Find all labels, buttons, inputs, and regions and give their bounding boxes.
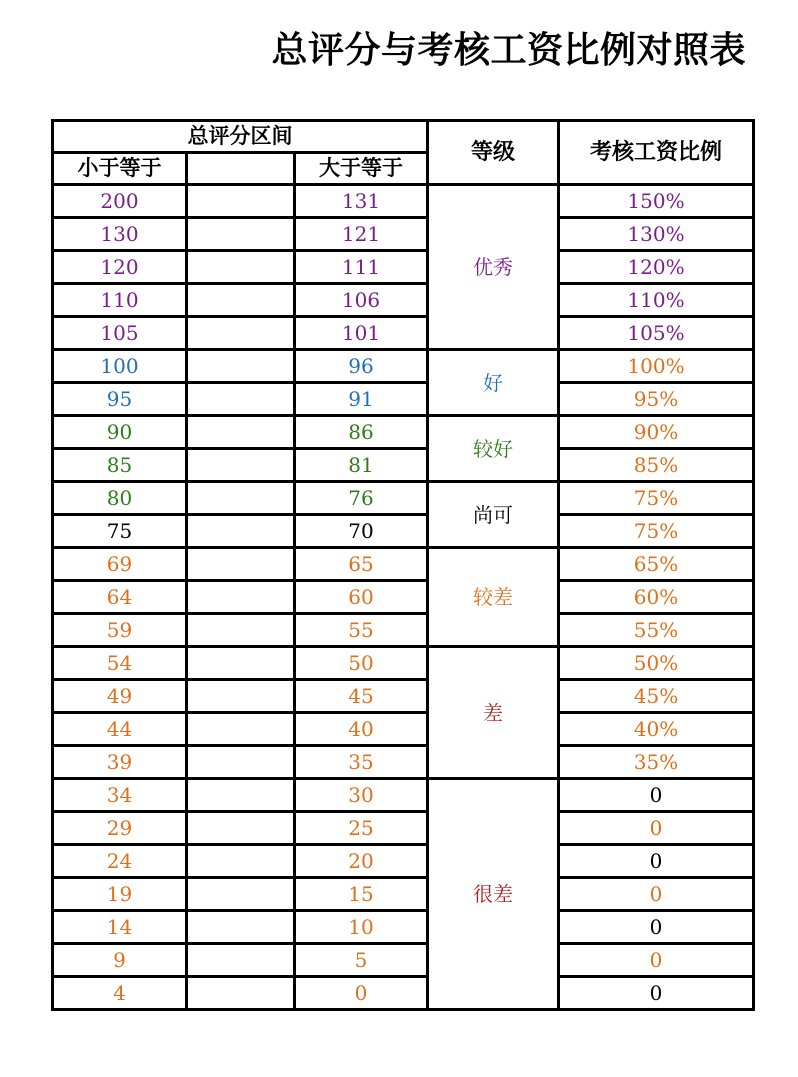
le-header: 小于等于 <box>53 153 187 185</box>
blank-cell <box>187 977 295 1010</box>
score-le-cell: 4 <box>53 977 187 1010</box>
ratio-cell: 130% <box>559 218 754 251</box>
score-ge-cell: 25 <box>295 812 428 845</box>
grade-cell: 好 <box>428 350 559 416</box>
blank-cell <box>187 449 295 482</box>
table-row <box>53 515 754 548</box>
score-le-cell: 75 <box>53 515 187 548</box>
score-le-cell: 110 <box>53 284 187 317</box>
ratio-cell: 0 <box>559 977 754 1010</box>
score-ge-cell: 65 <box>295 548 428 581</box>
blank-header-cell <box>187 153 295 185</box>
blank-cell <box>187 911 295 944</box>
ratio-cell: 0 <box>559 779 754 812</box>
ratio-cell: 0 <box>559 845 754 878</box>
score-le-cell: 120 <box>53 251 187 284</box>
score-le-cell: 64 <box>53 581 187 614</box>
table-row <box>53 977 754 1010</box>
score-le-cell: 69 <box>53 548 187 581</box>
score-ge-cell: 20 <box>295 845 428 878</box>
blank-cell <box>187 713 295 746</box>
ratio-cell: 55% <box>559 614 754 647</box>
table-row <box>53 218 754 251</box>
score-le-cell: 80 <box>53 482 187 515</box>
grade-cell: 优秀 <box>428 185 559 350</box>
score-le-cell: 85 <box>53 449 187 482</box>
ratio-cell: 0 <box>559 911 754 944</box>
score-le-cell: 9 <box>53 944 187 977</box>
blank-cell <box>187 944 295 977</box>
table-row <box>53 944 754 977</box>
score-le-cell: 14 <box>53 911 187 944</box>
blank-cell <box>187 383 295 416</box>
ratio-cell: 85% <box>559 449 754 482</box>
table-row <box>53 416 754 449</box>
table-row <box>53 317 754 350</box>
grade-header: 等级 <box>428 121 559 185</box>
score-le-cell: 24 <box>53 845 187 878</box>
blank-cell <box>187 680 295 713</box>
score-ge-cell: 101 <box>295 317 428 350</box>
blank-cell <box>187 416 295 449</box>
blank-cell <box>187 647 295 680</box>
grade-cell: 差 <box>428 647 559 779</box>
table-row <box>53 251 754 284</box>
score-le-cell: 130 <box>53 218 187 251</box>
table-row <box>53 647 754 680</box>
table-row <box>53 614 754 647</box>
table-row <box>53 779 754 812</box>
score-ge-cell: 5 <box>295 944 428 977</box>
blank-cell <box>187 251 295 284</box>
page-title: 总评分与考核工资比例对照表 <box>271 30 746 71</box>
table-row <box>53 845 754 878</box>
table-row <box>53 350 754 383</box>
table-row <box>53 713 754 746</box>
score-ge-cell: 40 <box>295 713 428 746</box>
score-ge-cell: 45 <box>295 680 428 713</box>
blank-cell <box>187 845 295 878</box>
score-le-cell: 49 <box>53 680 187 713</box>
score-ge-cell: 60 <box>295 581 428 614</box>
ratio-cell: 75% <box>559 482 754 515</box>
blank-cell <box>187 779 295 812</box>
table-row <box>53 878 754 911</box>
table-row <box>53 185 754 218</box>
ratio-cell: 45% <box>559 680 754 713</box>
score-le-cell: 39 <box>53 746 187 779</box>
score-ge-cell: 106 <box>295 284 428 317</box>
score-ge-cell: 50 <box>295 647 428 680</box>
blank-cell <box>187 185 295 218</box>
table-row <box>53 284 754 317</box>
blank-cell <box>187 581 295 614</box>
score-le-cell: 29 <box>53 812 187 845</box>
score-ge-cell: 70 <box>295 515 428 548</box>
table-row <box>53 383 754 416</box>
score-le-cell: 19 <box>53 878 187 911</box>
grade-cell: 较好 <box>428 416 559 482</box>
blank-cell <box>187 812 295 845</box>
ratio-cell: 105% <box>559 317 754 350</box>
table-row <box>53 746 754 779</box>
blank-cell <box>187 746 295 779</box>
ratio-cell: 95% <box>559 383 754 416</box>
ratio-cell: 0 <box>559 944 754 977</box>
score-ge-cell: 15 <box>295 878 428 911</box>
ratio-cell: 100% <box>559 350 754 383</box>
ratio-cell: 0 <box>559 878 754 911</box>
ge-header: 大于等于 <box>295 153 428 185</box>
score-ge-cell: 55 <box>295 614 428 647</box>
table-row <box>53 482 754 515</box>
table-row <box>53 548 754 581</box>
ratio-cell: 35% <box>559 746 754 779</box>
blank-cell <box>187 482 295 515</box>
blank-cell <box>187 548 295 581</box>
score-ge-cell: 35 <box>295 746 428 779</box>
score-ge-cell: 121 <box>295 218 428 251</box>
ratio-cell: 75% <box>559 515 754 548</box>
grade-cell: 很差 <box>428 779 559 1010</box>
score-ge-cell: 111 <box>295 251 428 284</box>
score-range-header: 总评分区间 <box>53 121 428 153</box>
score-le-cell: 100 <box>53 350 187 383</box>
score-le-cell: 105 <box>53 317 187 350</box>
score-le-cell: 44 <box>53 713 187 746</box>
table-row <box>53 812 754 845</box>
blank-cell <box>187 515 295 548</box>
score-le-cell: 90 <box>53 416 187 449</box>
ratio-cell: 40% <box>559 713 754 746</box>
table-row <box>53 449 754 482</box>
ratio-cell: 90% <box>559 416 754 449</box>
score-ge-cell: 0 <box>295 977 428 1010</box>
score-le-cell: 59 <box>53 614 187 647</box>
score-le-cell: 200 <box>53 185 187 218</box>
ratio-cell: 120% <box>559 251 754 284</box>
grade-cell: 较差 <box>428 548 559 647</box>
score-ge-cell: 91 <box>295 383 428 416</box>
ratio-cell: 110% <box>559 284 754 317</box>
blank-cell <box>187 350 295 383</box>
score-ge-cell: 81 <box>295 449 428 482</box>
ratio-header: 考核工资比例 <box>559 121 754 185</box>
score-ge-cell: 10 <box>295 911 428 944</box>
blank-cell <box>187 878 295 911</box>
score-ge-cell: 30 <box>295 779 428 812</box>
score-ge-cell: 96 <box>295 350 428 383</box>
table-row <box>53 680 754 713</box>
ratio-cell: 50% <box>559 647 754 680</box>
score-ratio-table <box>51 119 755 1011</box>
score-le-cell: 95 <box>53 383 187 416</box>
score-ge-cell: 76 <box>295 482 428 515</box>
score-le-cell: 54 <box>53 647 187 680</box>
score-ge-cell: 86 <box>295 416 428 449</box>
ratio-cell: 60% <box>559 581 754 614</box>
ratio-cell: 0 <box>559 812 754 845</box>
ratio-cell: 150% <box>559 185 754 218</box>
blank-cell <box>187 614 295 647</box>
blank-cell <box>187 218 295 251</box>
blank-cell <box>187 317 295 350</box>
table-row <box>53 581 754 614</box>
table-row <box>53 911 754 944</box>
grade-cell: 尚可 <box>428 482 559 548</box>
score-le-cell: 34 <box>53 779 187 812</box>
blank-cell <box>187 284 295 317</box>
score-ge-cell: 131 <box>295 185 428 218</box>
ratio-cell: 65% <box>559 548 754 581</box>
